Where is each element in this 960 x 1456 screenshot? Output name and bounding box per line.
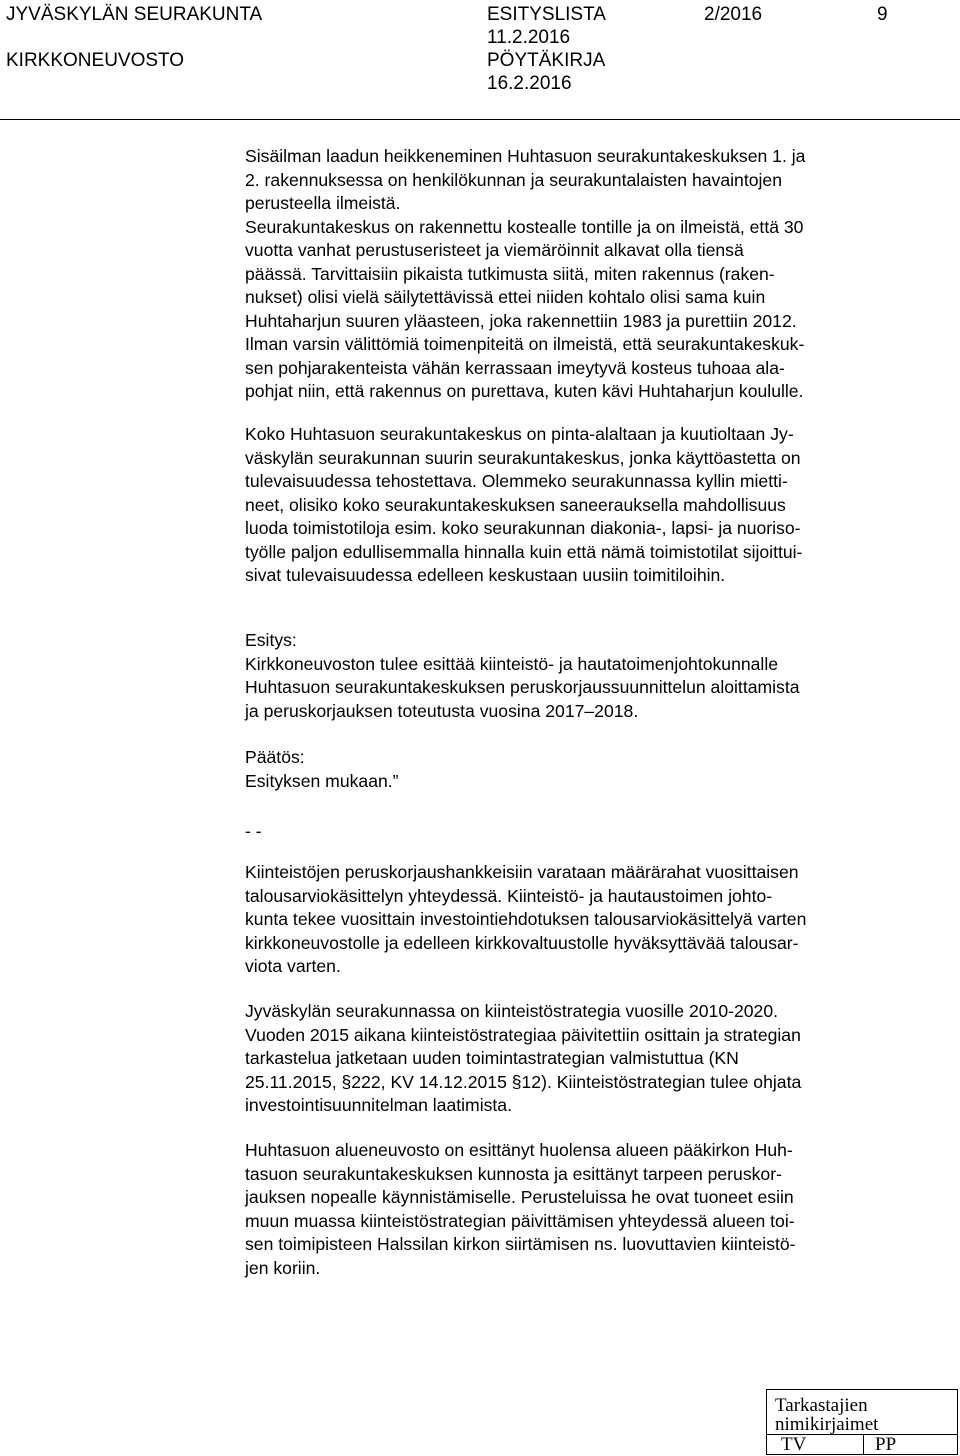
text-line: talousarviokäsittelyn yhteydessä. Kiinteistö- ja hautaustoimen johto- [245, 885, 773, 906]
text-line: Huhtaharjun suuren yläasteen, joka rakennettiin 1983 ja purettiin 2012. [245, 310, 797, 331]
text-line: Kiinteistöjen peruskorjaushankkeisiin varataan määrärahat vuosittaisen [245, 862, 799, 882]
text-line: päässä. Tarvittaisiin pikaista tutkimusta siitä, miten rakennus (raken- [245, 263, 775, 284]
text-line: neet, olisiko koko seurakuntakeskuksen saneerauksella mahdollisuus [245, 494, 786, 515]
text-line: ja peruskorjauksen toteutusta vuosina 2017–2018. [245, 700, 639, 721]
paragraph-strategy [245, 1000, 895, 1118]
text-line: väskylän seurakunnan suurin seurakuntakeskus, jonka käyttöastetta on [245, 447, 801, 468]
text-line: Päätös: [245, 747, 305, 767]
text-line: Kirkkoneuvoston tulee esittää kiinteistö- ja hautatoimenjohtokunnalle [245, 653, 779, 674]
text-line: työlle paljon edullisemmalla hinnalla kuin että nämä toimistotilat sijoittui- [245, 541, 803, 562]
signature-box [766, 1389, 958, 1455]
minutes-label: PÖYTÄKIRJA [487, 50, 606, 71]
text-line: 2. rakennuksessa on henkilökunnan ja seurakuntalaisten havaintojen [245, 169, 782, 190]
text-line: investointisuunnitelman laatimista. [245, 1095, 512, 1115]
agenda-label: ESITYSLISTA [487, 4, 606, 25]
text-line: sivat tulevaisuudessa edelleen keskustaan uusiin toimitiloihin. [245, 565, 726, 585]
paragraph-indoor-air [245, 145, 895, 404]
board-name: KIRKKONEUVOSTO [6, 50, 185, 71]
signature-box-title: Tarkastajien [775, 1395, 868, 1416]
text-line: viota varten. [245, 956, 341, 976]
text-line: kunta tekee vuosittain investointiehdotuksen talousarviokäsittelyä varten [245, 909, 807, 929]
text-line: Sisäilman laadun heikkeneminen Huhtasuon seurakuntakeskuksen 1. ja [245, 146, 806, 166]
signature-box-column-divider [863, 1434, 864, 1455]
text-line: Koko Huhtasuon seurakuntakeskus on pinta-alaltaan ja kuutioltaan Jy- [245, 424, 794, 444]
minutes-date: 16.2.2016 [487, 73, 572, 94]
organization-name: JYVÄSKYLÄN SEURAKUNTA [6, 4, 263, 25]
paragraph-area-council [245, 1139, 895, 1280]
signature-box-subtitle: nimikirjaimet [775, 1414, 879, 1435]
decision-section [245, 746, 895, 793]
paragraph-budget [245, 861, 895, 979]
text-line: sen pohjarakenteista vähän kerrassaan imeytyvä kosteus tuhoaa ala- [245, 357, 785, 378]
text-line: tulevaisuudessa tehostettava. Olemmeko seurakunnassa kyllin mietti- [245, 471, 788, 491]
text-line: Seurakuntakeskus on rakennettu kostealle tontille ja on ilmeistä, että 30 [245, 216, 804, 237]
text-line: jen koriin. [245, 1257, 321, 1278]
page-number: 9 [877, 4, 888, 25]
text-line: luoda toimistotiloja esim. koko seurakunnan diakonia-, lapsi- ja nuoriso- [245, 518, 801, 538]
text-line: perusteella ilmeistä. [245, 193, 401, 213]
text-line: muun muassa kiinteistöstrategian päivittämisen yhteydessä alueen toi- [245, 1210, 795, 1231]
text-line: jauksen nopealle käynnistämiselle. Perusteluissa he ovat tuoneet esiin [245, 1187, 794, 1207]
text-line: Esitys: [245, 630, 297, 650]
text-line: 25.11.2015, §222, KV 14.12.2015 §12). Kiinteistöstrategian tulee ohjata [245, 1071, 802, 1092]
reviewer-initials-2: PP [875, 1434, 897, 1455]
text-line: kirkkoneuvostolle ja edelleen kirkkovaltuustolle hyväksyttävää talousar- [245, 932, 799, 953]
meeting-number: 2/2016 [704, 4, 763, 25]
text-line: tasuon seurakuntakeskuksen kunnosta ja esittänyt tarpeen peruskor- [245, 1163, 782, 1184]
text-line: pohjat niin, että rakennus on purettava, kuten kävi Huhtaharjun koululle. [245, 381, 804, 401]
reviewer-initials-1: TV [781, 1434, 807, 1455]
text-line: Jyväskylän seurakunnassa on kiinteistöstrategia vuosille 2010-2020. [245, 1001, 779, 1021]
text-line: nukset) olisi vielä säilytettävissä ettei niiden kohtalo olisi sama kuin [245, 287, 766, 307]
header-rule [0, 119, 960, 120]
paragraph-center-usage [245, 423, 895, 588]
proposal-section [245, 629, 895, 723]
text-line: tarkastelua jatketaan uuden toimintastrategian valmistuttua (KN [245, 1048, 739, 1068]
section-separator: - - [245, 821, 262, 841]
text-line: Huhtasuon alueneuvosto on esittänyt huolensa alueen pääkirkon Huh- [245, 1140, 793, 1160]
text-line: vuotta vanhat perustuseristeet ja viemäröinnit alkavat olla tiensä [245, 240, 744, 260]
text-line: sen toimipisteen Halssilan kirkon siirtämisen ns. luovuttavien kiinteistö- [245, 1234, 796, 1254]
text-line: Ilman varsin välittömiä toimenpiteitä on ilmeistä, että seurakuntakeskuk- [245, 334, 805, 354]
text-line: Huhtasuon seurakuntakeskuksen peruskorjaussuunnittelun aloittamista [245, 677, 800, 697]
text-line: Esityksen mukaan.” [245, 770, 399, 791]
agenda-date: 11.2.2016 [487, 27, 571, 48]
text-line: Vuoden 2015 aikana kiinteistöstrategiaa päivitettiin osittain ja strategian [245, 1024, 801, 1045]
